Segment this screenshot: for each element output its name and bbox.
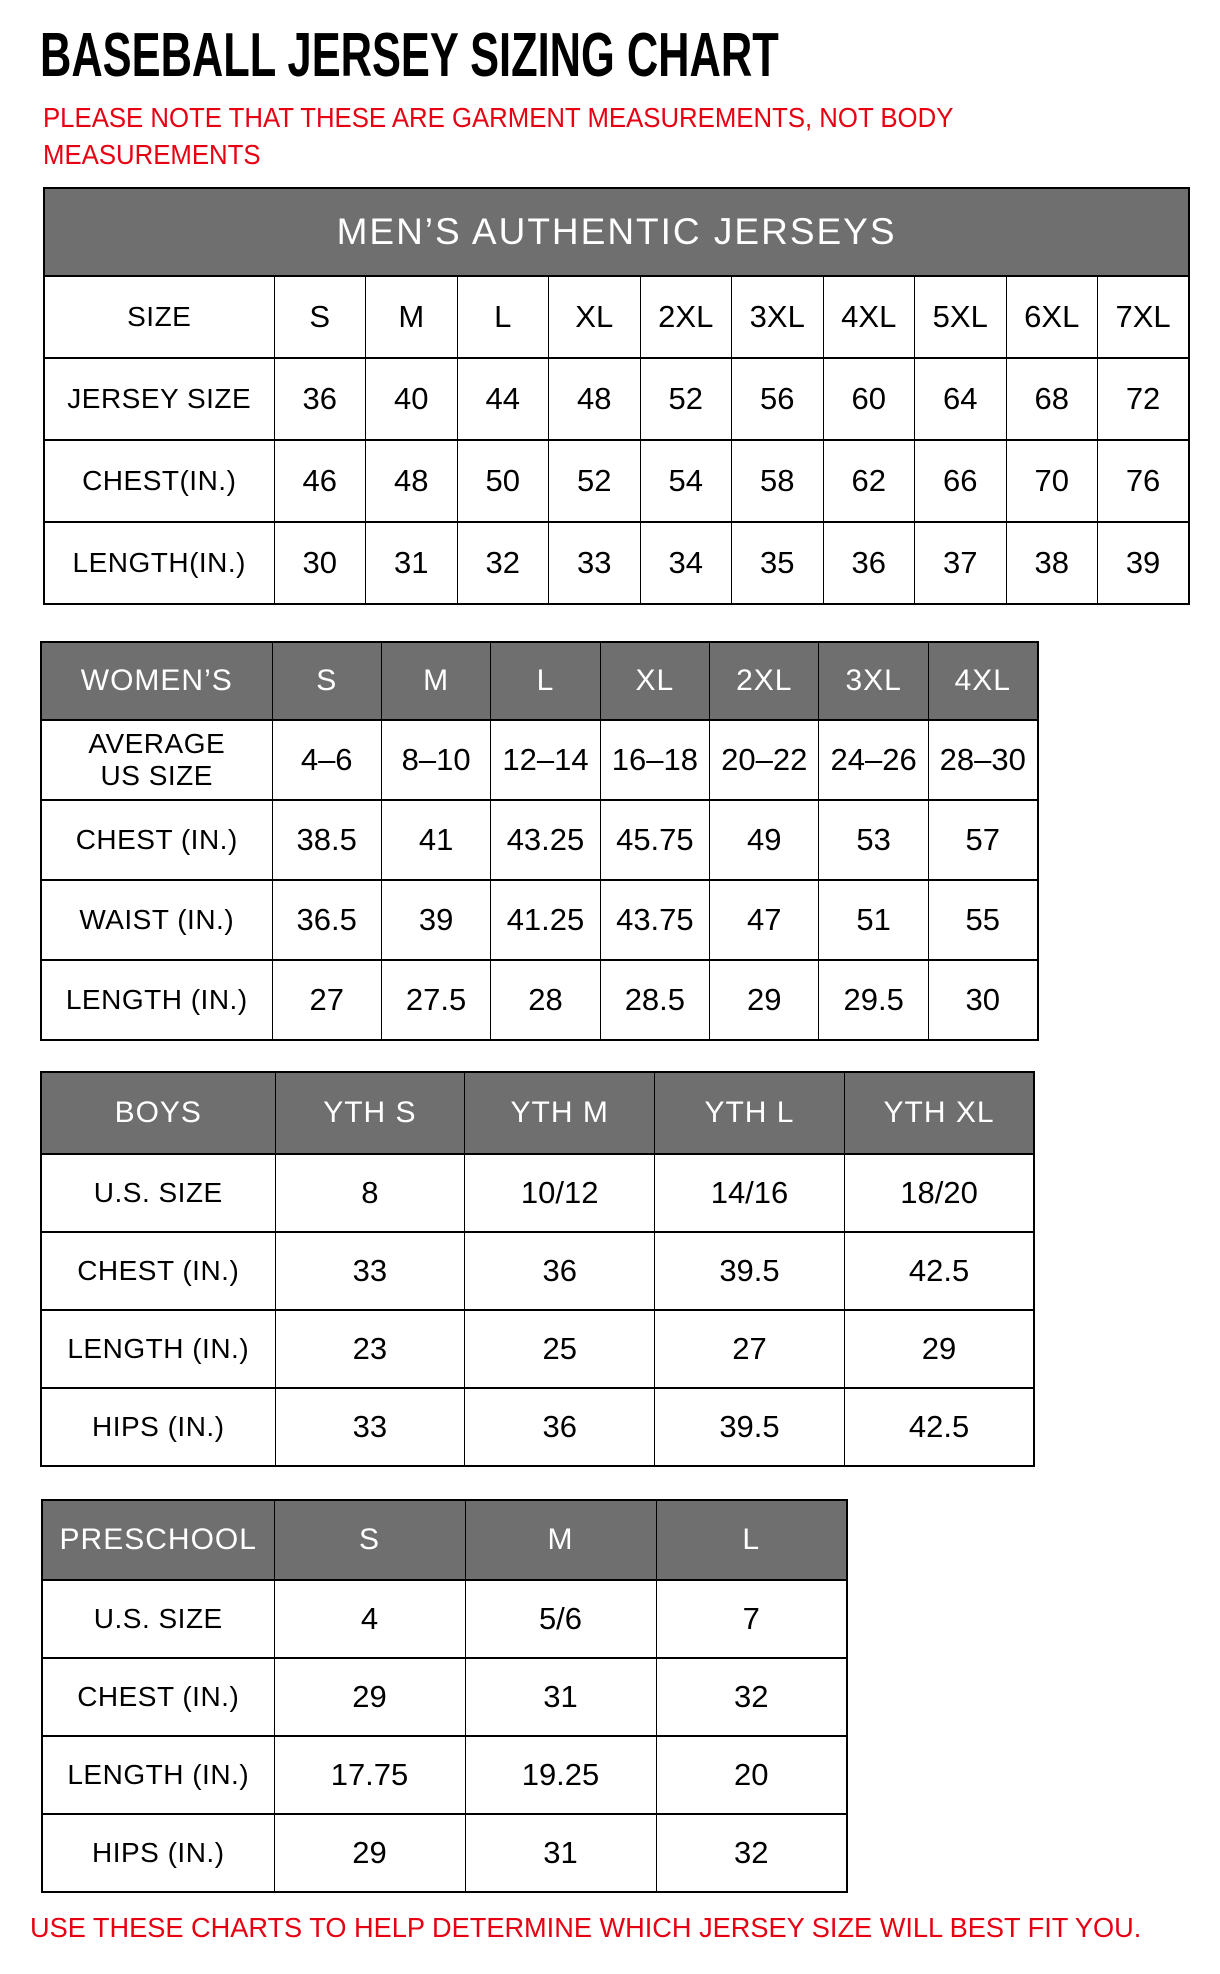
value-cell: 4 <box>274 1580 465 1658</box>
value-cell: 39 <box>381 880 490 960</box>
value-cell: 38.5 <box>272 800 381 880</box>
value-cell: 66 <box>915 440 1007 522</box>
value-cell: 55 <box>928 880 1037 960</box>
value-cell: 49 <box>710 800 819 880</box>
table-row <box>41 1232 1034 1310</box>
value-cell: 31 <box>366 522 458 604</box>
table-row <box>42 1580 847 1658</box>
row-label-cell: LENGTH(IN.) <box>44 522 274 604</box>
sizing-table-mens <box>43 187 1190 605</box>
table-row <box>41 800 1038 880</box>
value-cell: 29 <box>274 1658 465 1736</box>
table-row <box>41 880 1038 960</box>
column-header-cell: L <box>656 1500 847 1580</box>
column-header-cell: YTH S <box>275 1072 465 1154</box>
value-cell: 33 <box>549 522 641 604</box>
row-label-cell: CHEST (IN.) <box>41 1232 275 1310</box>
sizing-table-womens <box>40 641 1039 1041</box>
value-cell: 29 <box>274 1814 465 1892</box>
value-cell: 29 <box>844 1310 1034 1388</box>
value-cell: 36 <box>465 1388 655 1466</box>
column-header-cell: S <box>274 1500 465 1580</box>
table-row <box>42 1736 847 1814</box>
table-row <box>42 1814 847 1892</box>
table-row <box>41 1154 1034 1232</box>
value-cell: 58 <box>732 440 824 522</box>
row-label-cell: HIPS (IN.) <box>42 1814 274 1892</box>
footer-text: USE THESE CHARTS TO HELP DETERMINE WHICH JERSEY SIZE WILL BEST FIT YOU. <box>30 1912 1142 1943</box>
column-header-cell: 4XL <box>928 642 1037 720</box>
value-cell: 28 <box>491 960 600 1040</box>
value-cell: 68 <box>1006 358 1098 440</box>
value-cell: 6XL <box>1006 276 1098 358</box>
value-cell: 52 <box>549 440 641 522</box>
value-cell: 28–30 <box>928 720 1037 800</box>
value-cell: 46 <box>274 440 366 522</box>
value-cell: 53 <box>819 800 928 880</box>
value-cell: 29.5 <box>819 960 928 1040</box>
row-label-cell: JERSEY SIZE <box>44 358 274 440</box>
value-cell: 5XL <box>915 276 1007 358</box>
value-cell: 50 <box>457 440 549 522</box>
value-cell: 34 <box>640 522 732 604</box>
value-cell: 17.75 <box>274 1736 465 1814</box>
column-header-cell: YTH XL <box>844 1072 1034 1154</box>
column-header-cell: 2XL <box>710 642 819 720</box>
value-cell: 27 <box>272 960 381 1040</box>
value-cell: 45.75 <box>600 800 709 880</box>
preschool-table-section <box>0 1499 1220 1893</box>
value-cell: 8–10 <box>381 720 490 800</box>
header-label-cell: PRESCHOOL <box>42 1500 274 1580</box>
value-cell: 27 <box>655 1310 845 1388</box>
value-cell: 60 <box>823 358 915 440</box>
value-cell: 25 <box>465 1310 655 1388</box>
column-header-cell: L <box>491 642 600 720</box>
row-label-cell: WAIST (IN.) <box>41 880 272 960</box>
column-header-cell: S <box>272 642 381 720</box>
value-cell: 76 <box>1098 440 1190 522</box>
value-cell: 42.5 <box>844 1232 1034 1310</box>
value-cell: 24–26 <box>819 720 928 800</box>
garment-measurements-note: PLEASE NOTE THAT THESE ARE GARMENT MEASUREMENTS, NOT BODY MEASUREMENTS <box>43 102 953 170</box>
value-cell: 40 <box>366 358 458 440</box>
header-label-cell: BOYS <box>41 1072 275 1154</box>
value-cell: 10/12 <box>465 1154 655 1232</box>
table-row <box>41 960 1038 1040</box>
value-cell: 51 <box>819 880 928 960</box>
value-cell: 35 <box>732 522 824 604</box>
value-cell: 42.5 <box>844 1388 1034 1466</box>
value-cell: 19.25 <box>465 1736 656 1814</box>
table-banner: MEN’S AUTHENTIC JERSEYS <box>44 188 1189 276</box>
value-cell: 20–22 <box>710 720 819 800</box>
column-header-cell: 3XL <box>819 642 928 720</box>
mens-table-section <box>0 187 1220 605</box>
row-label-cell: LENGTH (IN.) <box>42 1736 274 1814</box>
value-cell: 32 <box>656 1814 847 1892</box>
column-header-cell: M <box>381 642 490 720</box>
value-cell: 36 <box>823 522 915 604</box>
row-label-cell: SIZE <box>44 276 274 358</box>
value-cell: XL <box>549 276 641 358</box>
row-label-cell: HIPS (IN.) <box>41 1388 275 1466</box>
header-label-cell: WOMEN’S <box>41 642 272 720</box>
value-cell: 62 <box>823 440 915 522</box>
value-cell: 33 <box>275 1232 465 1310</box>
value-cell: 32 <box>457 522 549 604</box>
value-cell: 4–6 <box>272 720 381 800</box>
value-cell: 72 <box>1098 358 1190 440</box>
value-cell: 38 <box>1006 522 1098 604</box>
value-cell: 48 <box>366 440 458 522</box>
value-cell: 32 <box>656 1658 847 1736</box>
value-cell: 47 <box>710 880 819 960</box>
womens-table-section <box>0 641 1220 1041</box>
value-cell: 20 <box>656 1736 847 1814</box>
value-cell: 14/16 <box>655 1154 845 1232</box>
column-header-cell: M <box>465 1500 656 1580</box>
table-row <box>44 358 1189 440</box>
column-header-cell: YTH M <box>465 1072 655 1154</box>
table-row <box>44 276 1189 358</box>
value-cell: 44 <box>457 358 549 440</box>
row-label-cell: CHEST(IN.) <box>44 440 274 522</box>
value-cell: 16–18 <box>600 720 709 800</box>
value-cell: 31 <box>465 1658 656 1736</box>
value-cell: 43.25 <box>491 800 600 880</box>
value-cell: 29 <box>710 960 819 1040</box>
value-cell: 4XL <box>823 276 915 358</box>
row-label-cell: LENGTH (IN.) <box>41 960 272 1040</box>
table-row <box>44 522 1189 604</box>
table-banner-row <box>44 188 1189 276</box>
row-label-cell: CHEST (IN.) <box>42 1658 274 1736</box>
table-row <box>42 1658 847 1736</box>
value-cell: 36 <box>465 1232 655 1310</box>
value-cell: M <box>366 276 458 358</box>
value-cell: S <box>274 276 366 358</box>
value-cell: 54 <box>640 440 732 522</box>
value-cell: 52 <box>640 358 732 440</box>
value-cell: 39.5 <box>655 1388 845 1466</box>
value-cell: 27.5 <box>381 960 490 1040</box>
row-label-cell: LENGTH (IN.) <box>41 1310 275 1388</box>
value-cell: 57 <box>928 800 1037 880</box>
value-cell: 7 <box>656 1580 847 1658</box>
table-row <box>44 440 1189 522</box>
value-cell: 41.25 <box>491 880 600 960</box>
value-cell: 7XL <box>1098 276 1190 358</box>
row-label-cell: U.S. SIZE <box>41 1154 275 1232</box>
row-label-cell: U.S. SIZE <box>42 1580 274 1658</box>
boys-table-section <box>0 1071 1220 1467</box>
value-cell: 3XL <box>732 276 824 358</box>
table-header-row <box>42 1500 847 1580</box>
value-cell: 5/6 <box>465 1580 656 1658</box>
table-row <box>41 1310 1034 1388</box>
sizing-table-boys <box>40 1071 1035 1467</box>
table-header-row <box>41 642 1038 720</box>
value-cell: 48 <box>549 358 641 440</box>
sizing-table-preschool <box>41 1499 848 1893</box>
value-cell: 37 <box>915 522 1007 604</box>
value-cell: 43.75 <box>600 880 709 960</box>
page-title: BASEBALL JERSEY SIZING CHART <box>40 21 779 90</box>
value-cell: 39.5 <box>655 1232 845 1310</box>
value-cell: 31 <box>465 1814 656 1892</box>
value-cell: 12–14 <box>491 720 600 800</box>
value-cell: 18/20 <box>844 1154 1034 1232</box>
value-cell: 70 <box>1006 440 1098 522</box>
row-label-cell: AVERAGE US SIZE <box>41 720 272 800</box>
value-cell: 39 <box>1098 522 1190 604</box>
column-header-cell: YTH L <box>655 1072 845 1154</box>
value-cell: 28.5 <box>600 960 709 1040</box>
table-header-row <box>41 1072 1034 1154</box>
value-cell: 64 <box>915 358 1007 440</box>
value-cell: 23 <box>275 1310 465 1388</box>
value-cell: 8 <box>275 1154 465 1232</box>
table-row <box>41 720 1038 800</box>
value-cell: 30 <box>928 960 1037 1040</box>
column-header-cell: XL <box>600 642 709 720</box>
value-cell: 36.5 <box>272 880 381 960</box>
value-cell: 33 <box>275 1388 465 1466</box>
value-cell: L <box>457 276 549 358</box>
value-cell: 56 <box>732 358 824 440</box>
value-cell: 2XL <box>640 276 732 358</box>
value-cell: 41 <box>381 800 490 880</box>
table-row <box>41 1388 1034 1466</box>
row-label-cell: CHEST (IN.) <box>41 800 272 880</box>
value-cell: 36 <box>274 358 366 440</box>
value-cell: 30 <box>274 522 366 604</box>
